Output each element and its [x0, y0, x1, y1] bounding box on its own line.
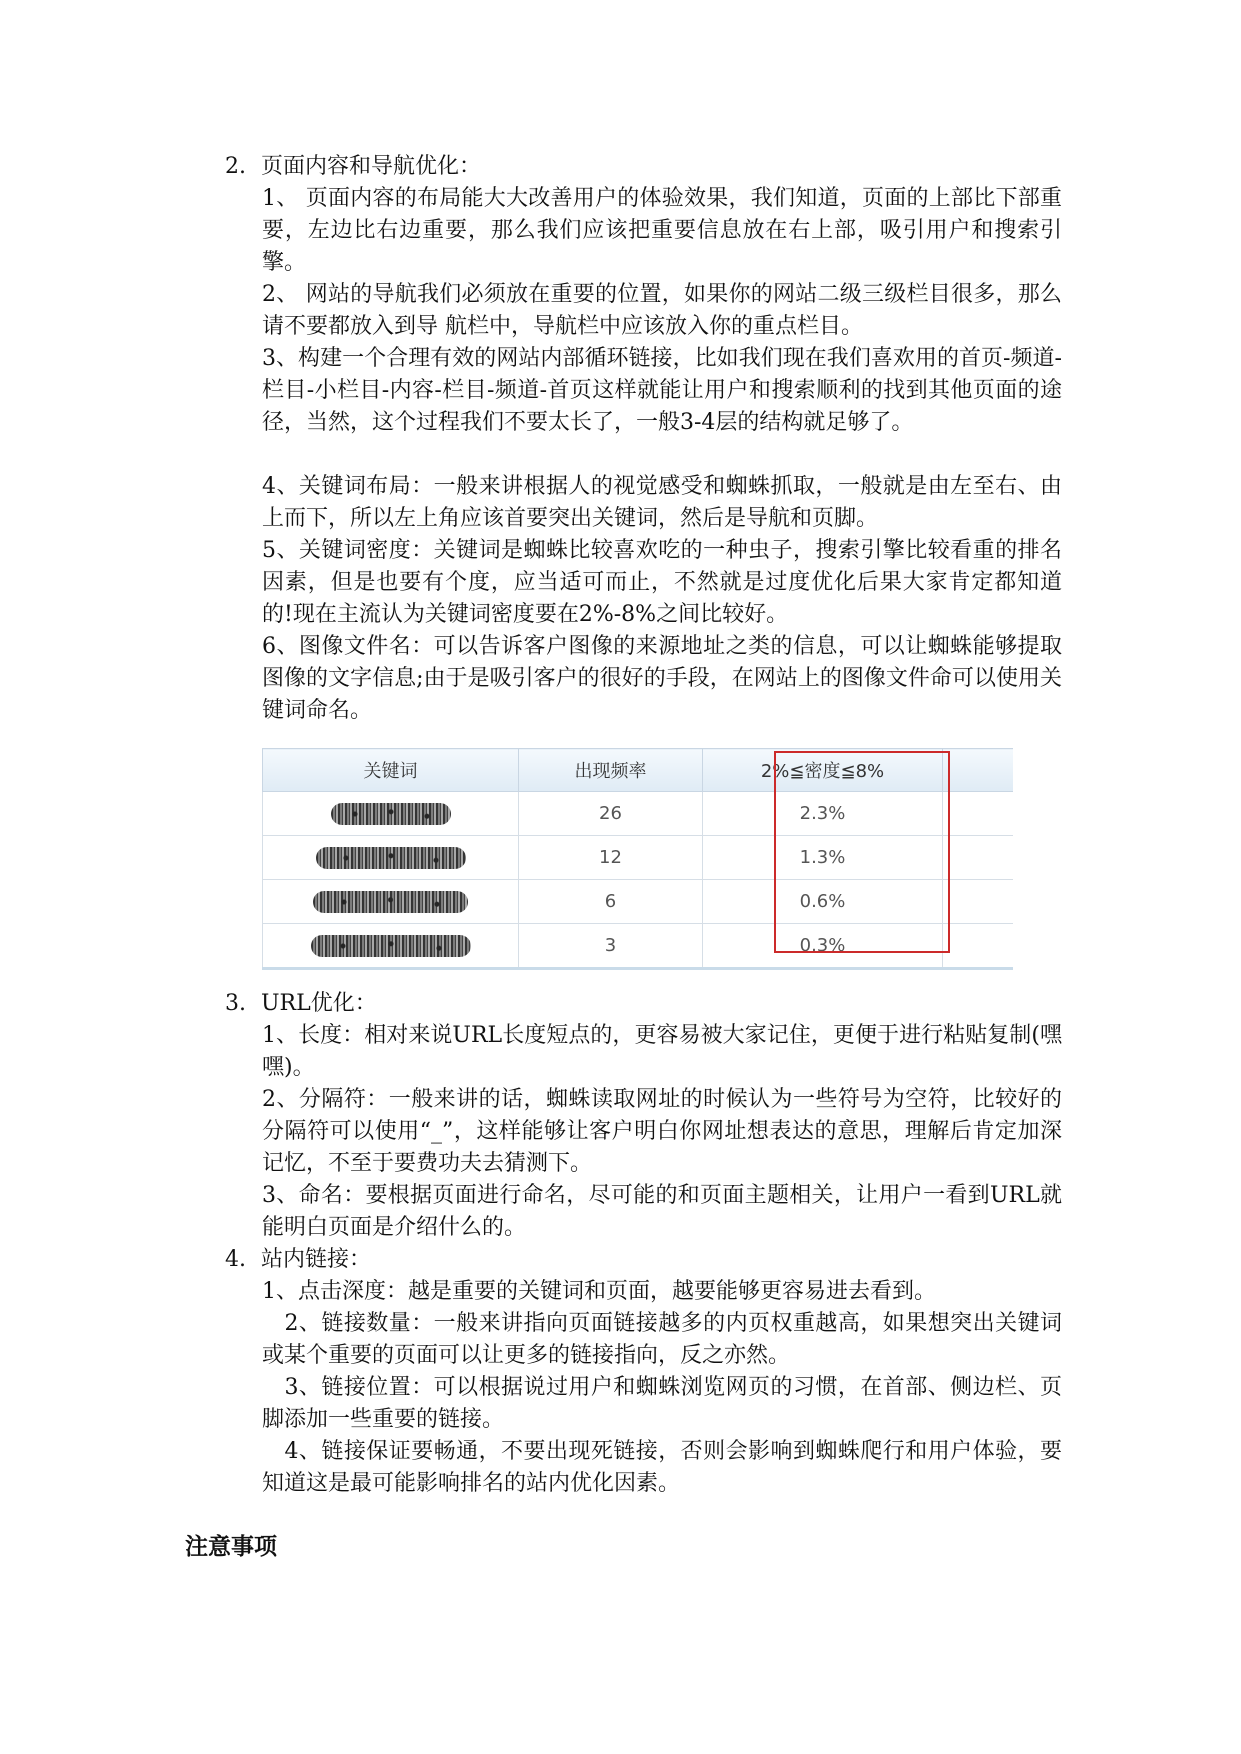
frequency-cell: 3: [519, 924, 703, 969]
section-2-number: 2.: [225, 154, 246, 179]
header-keyword: 关键词: [263, 749, 519, 792]
section-4-item-2: 2、链接数量：一般来讲指向页面链接越多的内页权重越高，如果想突出关键词或某个重要的页面可以让更多的链接指向，反之亦然。: [262, 1311, 1062, 1368]
header-frequency: 出现频率: [519, 749, 703, 792]
section-2-item-6: 6、图像文件名：可以告诉客户图像的来源地址之类的信息，可以让蜘蛛能够提取图像的文字信息;由于是吸引客户的很好的手段，在网站上的图像文件命可以使用关键词命名。: [262, 634, 1062, 723]
section-2-item-4: 4、关键词布局：一般来讲根据人的视觉感受和蜘蛛抓取，一般就是由左至右、由上而下，所以左上角应该首要突出关键词，然后是导航和页脚。: [262, 474, 1062, 531]
keyword-cell: [263, 924, 519, 969]
section-2-title: 页面内容和导航优化：: [261, 154, 482, 179]
section-4-item-4: 4、链接保证要畅通，不要出现死链接，否则会影响到蜘蛛爬行和用户体验，要知道这是最可能影响排名的站内优化因素。: [262, 1439, 1062, 1496]
section-4-item-1: 1、点击深度：越是重要的关键词和页面，越要能够更容易进去看到。: [262, 1279, 936, 1304]
blurred-keyword: [313, 891, 468, 913]
table-row: [263, 880, 1013, 924]
section-2-item-5: 5、关键词密度：关键词是蜘蛛比较喜欢吃的一种虫子，搜索引擎比较看重的排名因素，但是也要有个度，应当适可而止，不然就是过度优化后果大家肯定都知道的!现在主流认为关键词密度要在2%-8%之间比较好。: [262, 538, 1062, 627]
density-cell: 0.6%: [703, 880, 943, 924]
keyword-cell: [263, 880, 519, 924]
notice-heading: 注意事项: [185, 1533, 277, 1560]
section-2-heading: [225, 151, 481, 183]
blank-cell: [943, 880, 1013, 924]
blank-cell: [943, 792, 1013, 836]
header-blank: [943, 749, 1013, 792]
section-4-number: 4.: [225, 1247, 246, 1272]
section-4-item-3: 3、链接位置：可以根据说过用户和蜘蛛浏览网页的习惯，在首部、侧边栏、页脚添加一些重要的链接。: [262, 1375, 1062, 1432]
frequency-cell: 26: [519, 792, 703, 836]
section-3-item-3: 3、命名：要根据页面进行命名，尽可能的和页面主题相关，让用户一看到URL就能明白页面是介绍什么的。: [262, 1183, 1062, 1240]
table-header-row: [263, 749, 1013, 792]
blurred-keyword: [311, 935, 471, 957]
frequency-cell: 6: [519, 880, 703, 924]
keyword-density-figure: [262, 748, 1012, 970]
section-2-item-3: 3、构建一个合理有效的网站内部循环链接，比如我们现在我们喜欢用的首页-频道-栏目-小栏目-内容-栏目-频道-首页这样就能让用户和搜索顺利的找到其他页面的途径，当然，这个过程我们不要太长了，一般3-4层的结构就足够了。: [262, 346, 1062, 435]
section-3-title: URL优化：: [261, 991, 377, 1016]
section-3-heading: [225, 988, 377, 1020]
keyword-cell: [263, 836, 519, 880]
blank-cell: [943, 924, 1013, 969]
table-row: [263, 792, 1013, 836]
density-cell: 1.3%: [703, 836, 943, 880]
frequency-cell: 12: [519, 836, 703, 880]
blurred-keyword: [316, 847, 466, 869]
blurred-keyword: [331, 803, 451, 825]
header-density: 2%≦密度≦8%: [703, 749, 943, 792]
keyword-cell: [263, 792, 519, 836]
density-cell: 0.3%: [703, 924, 943, 969]
section-4-heading: [225, 1244, 371, 1276]
section-4-title: 站内链接：: [261, 1247, 372, 1272]
keyword-density-table: [262, 748, 1013, 970]
section-3-item-1: 1、长度：相对来说URL长度短点的，更容易被大家记住，更便于进行粘贴复制(嘿嘿)。: [262, 1023, 1062, 1080]
section-3-item-2: 2、分隔符：一般来讲的话，蜘蛛读取网址的时候认为一些符号为空符，比较好的分隔符可以使用“_”，这样能够让客户明白你网址想表达的意思，理解后肯定加深记忆，不至于要费功夫去猜测下。: [262, 1087, 1062, 1176]
density-cell: 2.3%: [703, 792, 943, 836]
blank-cell: [943, 836, 1013, 880]
section-3-number: 3.: [225, 991, 246, 1016]
section-2-item-2: 2、 网站的导航我们必须放在重要的位置，如果你的网站二级三级栏目很多，那么请不要都放入到导 航栏中，导航栏中应该放入你的重点栏目。: [262, 282, 1062, 339]
section-2-item-1: 1、 页面内容的布局能大大改善用户的体验效果，我们知道，页面的上部比下部重要，左边比右边重要，那么我们应该把重要信息放在右上部，吸引用户和搜索引擎。: [262, 186, 1062, 275]
table-row: [263, 924, 1013, 969]
table-row: [263, 836, 1013, 880]
